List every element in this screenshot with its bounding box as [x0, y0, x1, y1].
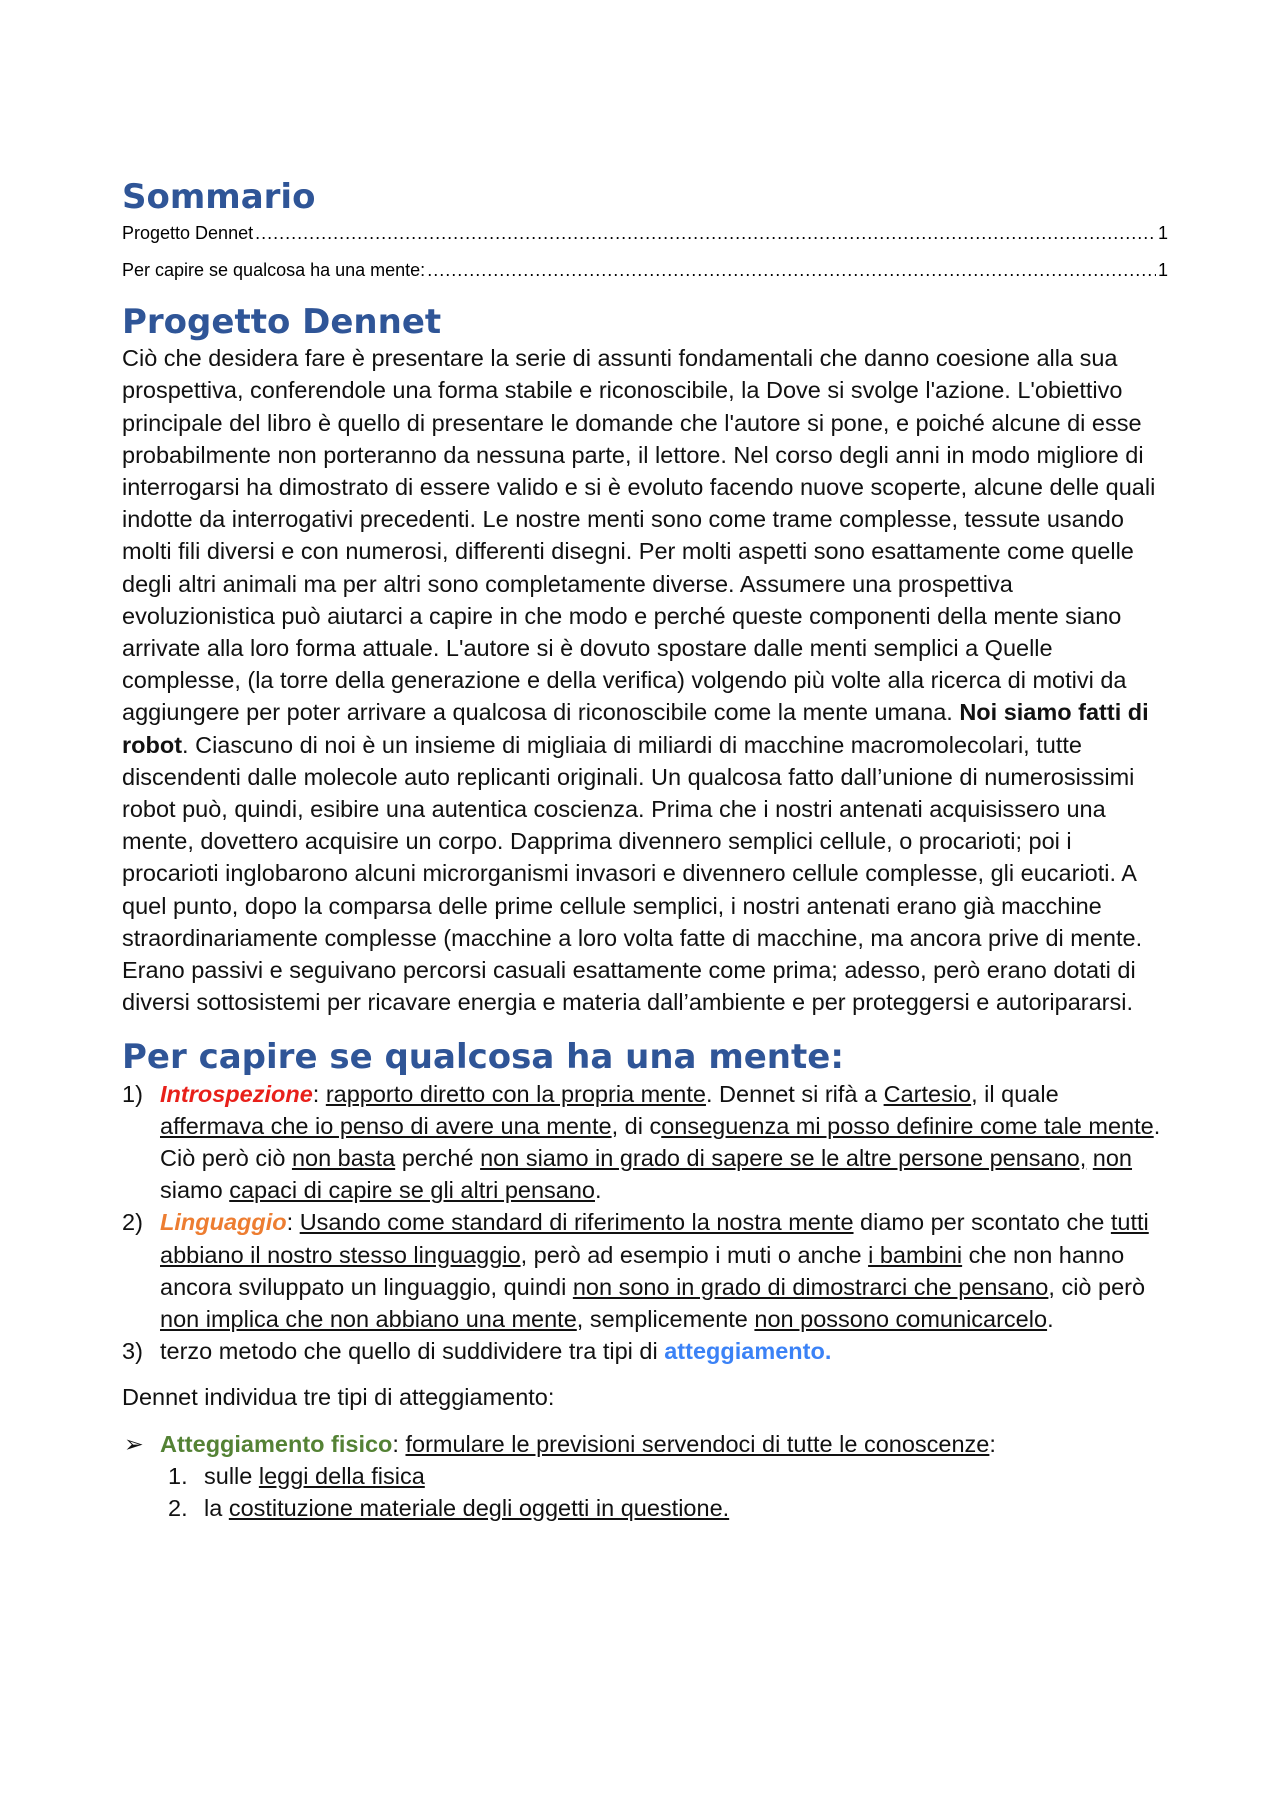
text: siamo [160, 1177, 230, 1204]
underlined-text: non [1092, 1144, 1133, 1171]
underlined-text: leggi della fisica [258, 1462, 425, 1489]
list-number: 3) [122, 1338, 143, 1365]
underlined-text: capaci di capire se gli altri pensano [229, 1177, 595, 1204]
term-atteggiamento-fisico: Atteggiamento fisico [160, 1430, 393, 1457]
toc [122, 223, 1168, 281]
underlined-text: onseguenza mi posso definire come tale mente [661, 1112, 1154, 1139]
text: diamo per scontato che [853, 1209, 1111, 1236]
text: , il quale [971, 1080, 1059, 1107]
toc-entry[interactable] [122, 223, 1168, 244]
text: . Dennet si rifà a [705, 1080, 884, 1107]
term-introspezione: Introspezione [160, 1080, 313, 1107]
underlined-text: tutti abbiano il nostro stesso linguaggio [160, 1209, 1149, 1268]
arrow-bullet-icon: ➢ [124, 1430, 144, 1457]
text: , semplicemente [576, 1305, 755, 1332]
text: : [989, 1430, 996, 1457]
list-number: 2) [122, 1209, 143, 1236]
list-number: 1. [168, 1462, 188, 1489]
underlined-text: formulare le previsioni servendoci di tutte le conoscenze [405, 1430, 990, 1457]
toc-entry-page: 1 [1157, 260, 1168, 281]
toc-entry-label: Per capire se qualcosa ha una mente: [122, 260, 426, 281]
bullet-list [122, 1428, 1168, 1460]
toc-leader [427, 260, 1156, 281]
text: la [204, 1494, 229, 1521]
underlined-text: costituzione materiale degli oggetti in questione. [228, 1494, 730, 1521]
toc-leader [255, 223, 1156, 244]
sub-list-item [168, 1460, 1168, 1492]
underlined-text: non basta [291, 1144, 396, 1171]
body-paragraph [122, 342, 1168, 1018]
list-number: 2. [168, 1494, 188, 1521]
list-item [122, 1335, 1168, 1367]
text: : [286, 1209, 300, 1236]
list-item [122, 1428, 1168, 1460]
term-atteggiamento: atteggiamento. [664, 1338, 832, 1365]
underlined-text: Usando come standard di riferimento la nostra mente [299, 1209, 854, 1236]
section-heading-progetto-dennet: Progetto Dennet [122, 302, 442, 343]
toc-entry-page: 1 [1157, 223, 1168, 244]
underlined-text: non sono in grado di dimostrarci che pensano [572, 1273, 1049, 1300]
sub-list [122, 1460, 1168, 1524]
text: : [392, 1430, 406, 1457]
paragraph-text: Ciò che desidera fare è presentare la serie di assunti fondamentali che danno coesione alla sua prospettiva, conferendole una forma stabile e riconoscibile, la Dove si svolge l'azione. L'obiettivo principale del libro è quello di presentare le domande che l'autore si pone, e poiché alcune di esse probabilmente non porteranno da nessuna parte, il lettore. Nel corso degli anni in modo migliore di interrogarsi ha dimostrato di essere valido e si è evoluto facendo nuove scoperte, alcune delle quali indotte da interrogativi precedenti. Le nostre menti sono come trame complesse, tessute usando molti fili diversi e con numerosi, differenti disegni. Per molti aspetti sono esattamente come quelle degli altri animali ma per altri sono completamente diverse. Assumere una prospettiva evoluzionistica può aiutarci a capire in che modo e perché queste componenti della mente siano arrivate alla loro forma attuale. L'autore si è dovuto spostare dalle menti semplici a Quelle complesse, (la torre della generazione e della verifica) volgendo più volte alla ricerca di motivi da aggiungere per poter arrivare a qualcosa di riconoscibile come la mente umana. [122, 345, 1156, 726]
toc-entry[interactable] [122, 260, 1168, 281]
document-page [122, 178, 1168, 1524]
text: , ciò però [1048, 1273, 1146, 1300]
text: sulle [204, 1462, 259, 1489]
sub-list-item [168, 1492, 1168, 1524]
toc-title: Sommario [122, 177, 316, 217]
text: . Ciò però ciò [160, 1112, 1161, 1171]
text: che non hanno ancora sviluppato un linguaggio, quindi [160, 1241, 1125, 1300]
list-item [122, 1078, 1168, 1207]
numbered-list [122, 1078, 1168, 1368]
term-linguaggio: Linguaggio [160, 1209, 287, 1236]
text: : [312, 1080, 326, 1107]
text: , però ad esempio i muti o anche [520, 1241, 869, 1268]
text: . [594, 1177, 602, 1204]
underlined-text: non possono comunicarcelo [754, 1305, 1048, 1332]
paragraph-text: . Ciascuno di noi è un insieme di migliaia di miliardi di macchine macromolecolari, tutte discendenti dalle molecole auto replicanti originali. Un qualcosa fatto dall’unione di numerosissimi robot può, quindi, esibire una autentica coscienza. Prima che i nostri antenati acquisissero una mente, dovettero acquisire un corpo. Dapprima divennero semplici cellule, o procarioti; poi i procarioti inglobarono alcuni microrganismi invasori e divennero cellule complesse, gli eucarioti. A quel punto, dopo la comparsa delle prime cellule semplici, i nostri antenati erano già macchine straordinariamente complesse (macchine a loro volta fatte di macchine, ma ancora prive di mente. Erano passivi e seguivano percorsi casuali esattamente come prima; adesso, però erano dotati di diversi sottosistemi per ricavare energia e materia dall’ambiente e per proteggersi e autoripararsi. [122, 731, 1143, 1016]
underlined-text: rapporto diretto con la propria mente [325, 1080, 706, 1107]
text: . [1047, 1305, 1054, 1332]
intro-paragraph: Dennet individua tre tipi di atteggiamento: [122, 1384, 555, 1411]
text: terzo metodo che quello di suddividere tra tipi di [160, 1338, 665, 1365]
underlined-text: i bambini [868, 1241, 963, 1268]
underlined-text: non siamo in grado di sapere se le altre persone pensano, [480, 1144, 1087, 1171]
bold-text: Noi siamo fatti di robot [122, 699, 1149, 758]
section-heading-per-capire: Per capire se qualcosa ha una mente: [122, 1037, 844, 1078]
toc-entry-label: Progetto Dennet [122, 223, 254, 244]
list-number: 1) [122, 1080, 143, 1107]
underlined-text: affermava che io penso di avere una mente [160, 1112, 612, 1139]
text: perché [395, 1144, 481, 1171]
text: , di c [611, 1112, 662, 1139]
list-item [122, 1206, 1168, 1335]
underlined-text: non implica che non abbiano una mente [160, 1305, 577, 1332]
underlined-text: Cartesio [883, 1080, 972, 1107]
